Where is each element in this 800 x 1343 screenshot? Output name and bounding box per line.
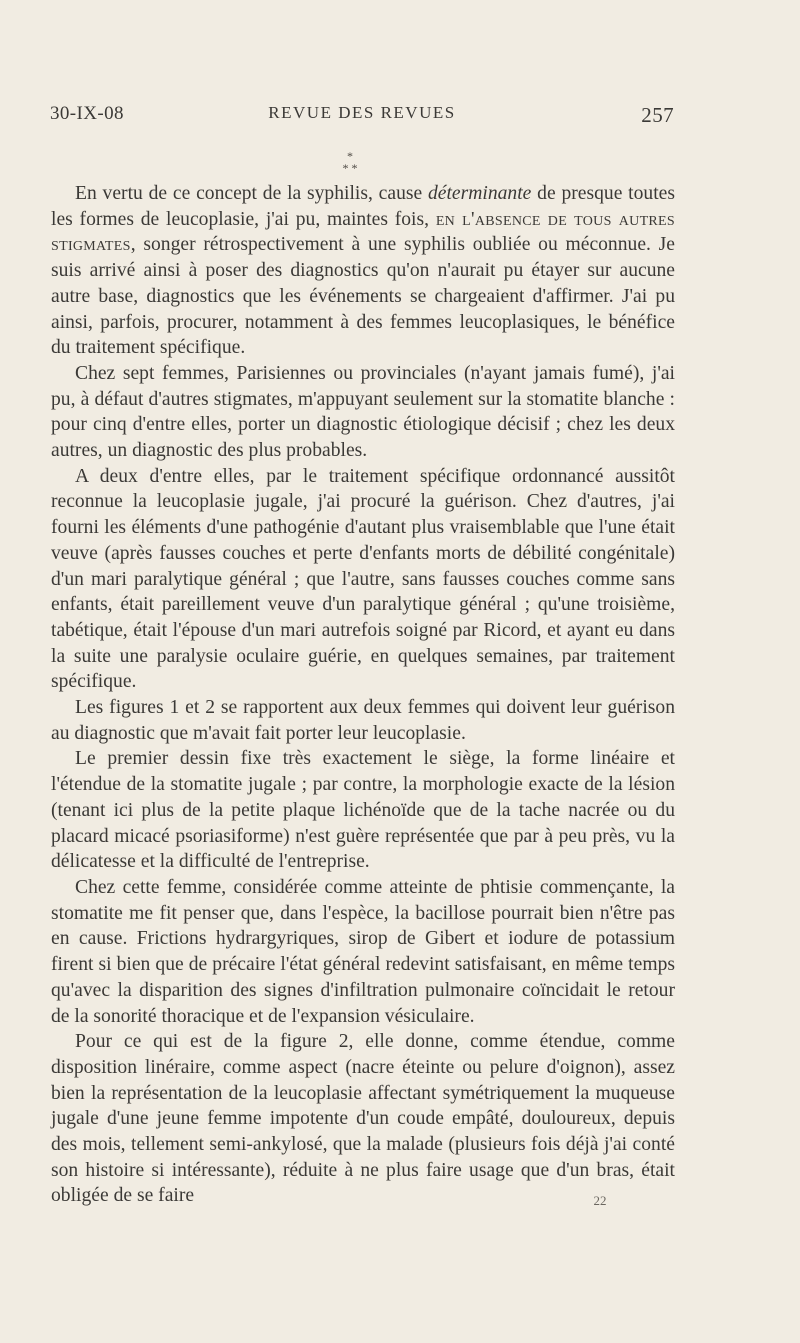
section-asterism [310,150,390,174]
page-number: 257 [641,103,674,127]
journal-title: REVUE DES REVUES [268,103,456,122]
body-text [51,181,675,1209]
asterism-bottom: * * [342,161,358,175]
paragraph-4: Les figures 1 et 2 se rapportent aux deux femmes qui doivent leur guérison au diagnostic que m'avait fait porter leur leucoplasie. [51,697,675,744]
paragraph-5: Le premier dessin fixe très exactement le siège, la forme linéaire et l'étendue de la stomatite jugale ; par contre, la morphologie exacte de la lésion (tenant ici plus de la petite plaque lichénoïde que de la tache nacrée ou du placard micacé psoriasiforme) n'est guère représentée que par à peu près, vu la délicatesse et la difficulté de l'entreprise. [51,748,675,873]
paragraph-7: Pour ce qui est de la figure 2, elle donne, comme étendue, comme disposition linéraire, comme aspect (nacre éteinte ou pelure d'oignon), assez bien la représentation de la leucoplasie affectant symétriquement la muqueuse jugale d'une jeune femme impotente d'un coude empâté, douloureux, depuis des mois, tellement semi-ankylosé, que la malade (plusieurs fois déjà j'ai conté son histoire si intéressante), réduite à ne plus faire usage que d'un bras, était obligée de se faire [51,1031,675,1207]
asterism-top: * [347,149,353,163]
header-date: 30-IX-08 [50,103,124,124]
emphasis-determinante: déterminante [427,183,532,204]
paragraph-1-text-c: de presque toutes les formes de leucoplasie, j'ai pu, maintes fois, [51,183,675,230]
small-caps-phrase: en l'absence de tous autres stigmates [51,208,675,256]
paragraph-1-text-e: , songer rétrospectivement à une syphilis oubliée ou méconnue. Je suis arrivé ainsi à poser des diagnostics qu'on n'aurait pu étayer sur aucune autre base, diagnostics que les événements se chargeaient d'affirmer. J'ai pu ainsi, parfois, procurer, notamment à des femmes leucoplasiques, le bénéfice du traitement spécifique. [51,234,675,359]
paragraph-1 [51,181,675,361]
paragraph-2: Chez sept femmes, Parisiennes ou provinciales (n'ayant jamais fumé), j'ai pu, à défaut d'autres stigmates, m'appuyant seulement sur la stomatite blanche : pour cinq d'entre elles, porter un diagnostic étiologique décisif ; chez les deux autres, un diagnostic des plus probables. [51,362,675,462]
paragraph-1-text-a: En vertu de ce concept de la syphilis, cause [75,183,428,204]
paragraph-6: Chez cette femme, considérée comme atteinte de phtisie commençante, la stomatite me fit penser que, dans l'espèce, la bacillose pourrait bien n'être pas en cause. Frictions hydrargyriques, sirop de Gibert et iodure de potassium firent si bien que de précaire l'état général redevint satisfaisant, en même temps qu'avec la disparition des signes d'infiltration pulmonaire coïncidait le retour de la sonorité thoracique et de l'expansion vésiculaire. [51,876,675,1027]
signature-mark: 22 [593,1193,607,1208]
paragraph-3: A deux d'entre elles, par le traitement spécifique ordonnancé aussitôt reconnue la leucoplasie jugale, j'ai procuré la guérison. Chez d'autres, j'ai fourni les éléments d'une pathogénie d'autant plus vraisemblable que l'une était veuve (après fausses couches et perte d'enfants morts de débilité congénitale) d'un mari paralytique général ; que l'autre, sans fausses couches comme sans enfants, était pareillement veuve d'un paralytique général ; qu'une troisième, tabétique, était l'épouse d'un mari autrefois soigné par Ricord, et ayant eu dans la suite une paralysie oculaire guérie, en quelques semaines, par traitement spécifique. [51,465,675,693]
